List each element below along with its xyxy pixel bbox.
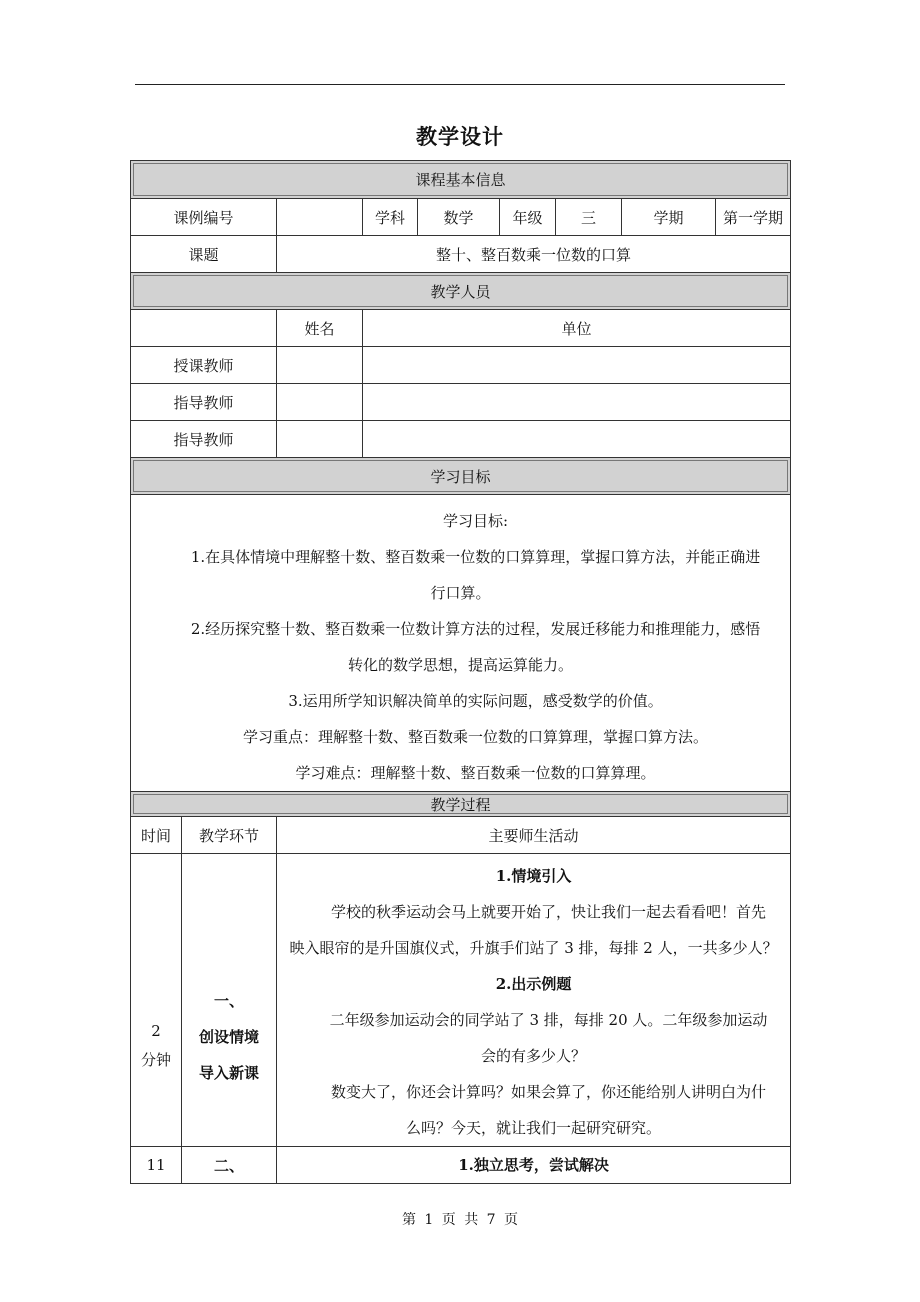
document-title: 教学设计 [416, 124, 504, 149]
process-activity-cell [277, 854, 791, 1147]
label-course-id: 课例编号 [131, 199, 277, 236]
staff-col-name: 姓名 [277, 310, 363, 347]
staff-header-blank [131, 310, 277, 347]
phase-line: 一、 [213, 992, 244, 1010]
process-col-time: 时间 [131, 817, 182, 854]
activity-paragraph: 学校的秋季运动会马上就要开始了，快让我们一起去看看吧！首先 [331, 903, 767, 921]
label-grade: 年级 [500, 199, 556, 236]
objective-line: 1.在具体情境中理解整十数、整百数乘一位数的口算算理，掌握口算方法，并能正确进 [190, 548, 761, 566]
phase-line: 导入新课 [198, 1064, 259, 1082]
label-term: 学期 [622, 199, 716, 236]
staff-name [277, 384, 363, 421]
staff-role: 指导教师 [131, 421, 277, 458]
time-unit: 分钟 [140, 1051, 171, 1069]
process-phase-cell [182, 854, 277, 1147]
label-subject: 学科 [363, 199, 418, 236]
difficult-point: 学习难点：理解整十数、整百数乘一位数的口算算理。 [295, 764, 656, 782]
section-basic-info: 课程基本信息 [131, 161, 791, 199]
activity-heading: 1.独立思考，尝试解决 [458, 1156, 609, 1174]
value-subject: 数学 [418, 199, 500, 236]
staff-name [277, 347, 363, 384]
activity-heading: 2.出示例题 [495, 975, 572, 993]
section-objectives: 学习目标 [131, 458, 791, 495]
page-footer: 第 1 页 共 7 页 [401, 1212, 519, 1228]
objectives-heading: 学习目标: [443, 512, 509, 530]
process-activity-cell [277, 1147, 791, 1184]
process-col-phase: 教学环节 [182, 817, 277, 854]
activity-paragraph: 二年级参加运动会的同学站了 3 排，每排 20 人。二年级参加运动 [329, 1011, 768, 1029]
activity-paragraph: 数变大了，你还会计算吗？如果会算了，你还能给别人讲明白为什 [331, 1083, 767, 1101]
activity-heading: 1.情境引入 [495, 867, 572, 885]
process-phase-cell: 二、 [182, 1147, 277, 1184]
objective-line: 行口算。 [430, 584, 491, 602]
staff-col-unit: 单位 [363, 310, 791, 347]
value-grade: 三 [556, 199, 622, 236]
activity-paragraph: 会的有多少人？ [481, 1047, 587, 1065]
section-process: 教学过程 [131, 792, 791, 817]
activity-paragraph: 么吗？今天，就让我们一起研究研究。 [406, 1119, 662, 1137]
staff-unit [363, 384, 791, 421]
phase-line: 创设情境 [198, 1028, 259, 1046]
staff-role: 授课教师 [131, 347, 277, 384]
staff-role: 指导教师 [131, 384, 277, 421]
section-staff: 教学人员 [131, 273, 791, 310]
objective-line: 2.经历探究整十数、整百数乘一位数计算方法的过程，发展迁移能力和推理能力，感悟 [190, 620, 761, 638]
label-topic: 课题 [131, 236, 277, 273]
process-col-activity: 主要师生活动 [277, 817, 791, 854]
objective-line: 3.运用所学知识解决简单的实际问题，感受数学的价值。 [288, 692, 663, 710]
objective-line: 转化的数学思想，提高运算能力。 [348, 656, 574, 674]
staff-unit [363, 347, 791, 384]
value-term: 第一学期 [716, 199, 791, 236]
header-rule [135, 84, 785, 85]
lesson-plan-table [130, 160, 791, 1184]
value-course-id [277, 199, 363, 236]
time-value: 2 [151, 1022, 161, 1040]
activity-paragraph: 映入眼帘的是升国旗仪式，升旗手们站了 3 排，每排 2 人，一共多少人？ [289, 939, 778, 957]
process-time-cell [131, 854, 182, 1147]
staff-unit [363, 421, 791, 458]
staff-name [277, 421, 363, 458]
objectives-cell [131, 495, 791, 792]
value-topic: 整十、整百数乘一位数的口算 [277, 236, 791, 273]
key-point: 学习重点：理解整十数、整百数乘一位数的口算算理，掌握口算方法。 [243, 728, 709, 746]
process-time-cell: 11 [131, 1147, 182, 1184]
